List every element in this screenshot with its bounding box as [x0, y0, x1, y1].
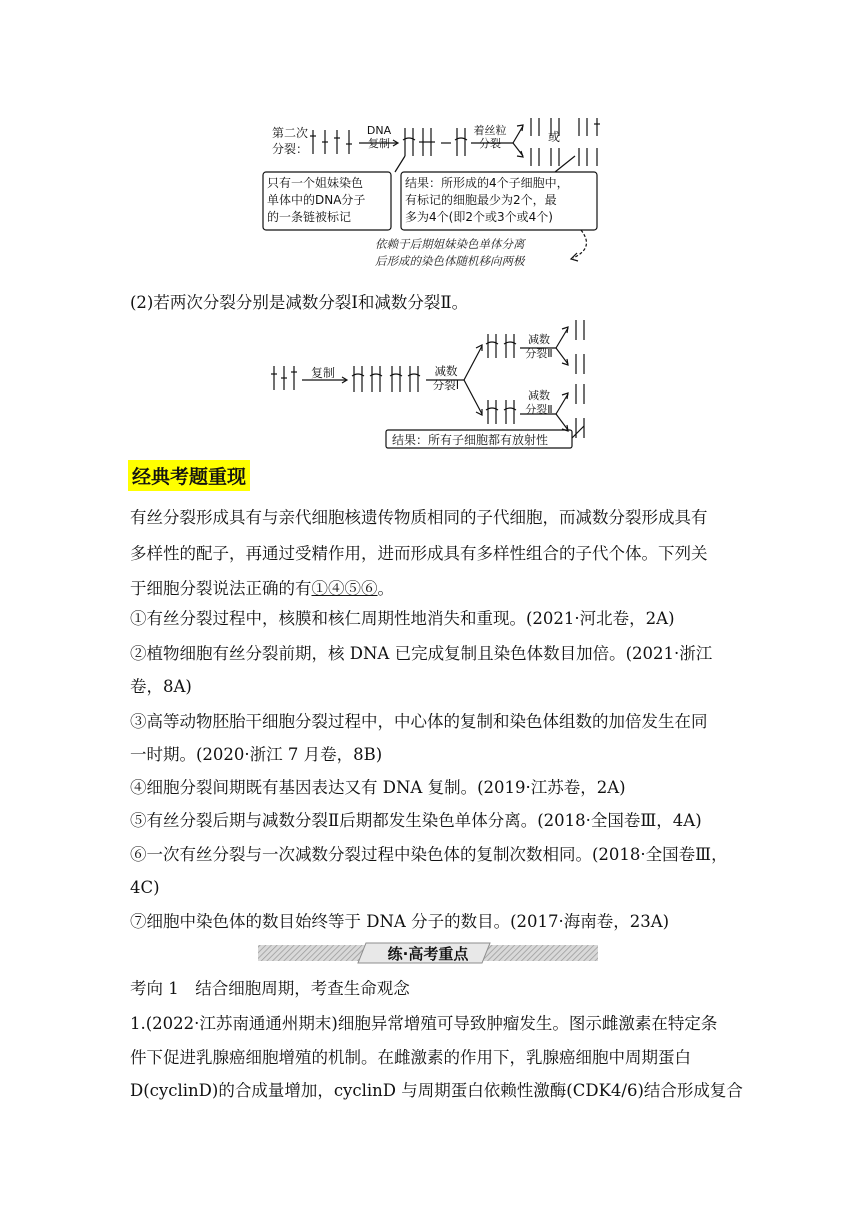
- statement-6: ⑥一次有丝分裂与一次减数分裂过程中染色体的复制次数相同。(2018·全国卷Ⅲ，: [130, 845, 728, 864]
- statement-3: ③高等动物胚胎干细胞分裂过程中，中心体的复制和染色体组数的加倍发生在同: [130, 712, 708, 731]
- meiosis-result-text: 结果：所有子细胞都有放射性: [392, 433, 549, 447]
- statement-5: ⑤有丝分裂后期与减数分裂Ⅱ后期都发生染色单体分离。(2018·全国卷Ⅲ，4A): [130, 811, 702, 830]
- statement-2-cont: 卷，8A): [130, 677, 192, 696]
- result-note-box: 结果：所形成的4个子细胞中， 有标记的细胞最少为2个，最 多为4个(即2个或3个或4个): [405, 176, 569, 224]
- intro-line-1: 有丝分裂形成具有与亲代细胞核遗传物质相同的子代细胞，而减数分裂形成具有: [130, 508, 708, 527]
- replicate-label: 复制: [311, 366, 336, 380]
- intro-line-3: 于细胞分裂说法正确的有①④⑤⑥。: [130, 579, 394, 598]
- statement-2: ②植物细胞有丝分裂前期，核 DNA 已完成复制且染色体数目加倍。(2021·浙江: [130, 644, 713, 663]
- handwritten-note: 依赖于后期姐妹染色单体分离 后形成的染色体随机移向两极: [375, 237, 525, 268]
- centromere-split-label: 着丝粒 分裂: [473, 124, 507, 150]
- or-label: 或: [548, 130, 561, 144]
- meiosis-2-label-lower: 减数 分裂Ⅱ: [525, 389, 553, 416]
- dna-replication-label: DNA 复制: [366, 124, 392, 150]
- diagram1-label: 第二次 分裂：: [272, 126, 309, 156]
- left-note-box: 只有一个姐妹染色 单体中的DNA分子 的一条链被标记: [267, 176, 366, 224]
- practice-banner: [258, 941, 598, 965]
- banner-text: 练·高考重点: [387, 945, 469, 963]
- answer-text: ①④⑤⑥: [311, 579, 378, 598]
- direction-heading: 考向 1 结合细胞周期，考查生命观念: [130, 979, 410, 998]
- meiosis-2-label-upper: 减数 分裂Ⅱ: [525, 333, 553, 360]
- section-title: 经典考题重现: [128, 460, 250, 491]
- question-line-3: D(cyclinD)的合成量增加，cyclinD 与周期蛋白依赖性激酶(CDK4/6)结合形成复合: [130, 1081, 743, 1100]
- statement-1: ①有丝分裂过程中，核膜和核仁周期性地消失和重现。(2021·河北卷，2A): [130, 609, 675, 628]
- statement-4: ④细胞分裂间期既有基因表达又有 DNA 复制。(2019·江苏卷，2A): [130, 778, 626, 797]
- statement-3-cont: 一时期。(2020·浙江 7 月卷，8B): [130, 745, 383, 764]
- meiosis-1-label: 减数 分裂Ⅰ: [432, 364, 460, 392]
- item-2-text: (2)若两次分裂分别是减数分裂Ⅰ和减数分裂Ⅱ。: [130, 293, 469, 312]
- intro-line-2: 多样性的配子，再通过受精作用，进而形成具有多样性组合的子代个体。下列关: [130, 544, 708, 563]
- question-line-1: 1.(2022·江苏南通通州期末)细胞异常增殖可导致肿瘤发生。图示雌激素在特定条: [130, 1014, 718, 1033]
- question-line-2: 件下促进乳腺癌细胞增殖的机制。在雌激素的作用下，乳腺癌细胞中周期蛋白: [130, 1048, 691, 1067]
- statement-7: ⑦细胞中染色体的数目始终等于 DNA 分子的数目。(2017·海南卷，23A): [130, 912, 670, 931]
- statement-6-cont: 4C): [130, 878, 160, 897]
